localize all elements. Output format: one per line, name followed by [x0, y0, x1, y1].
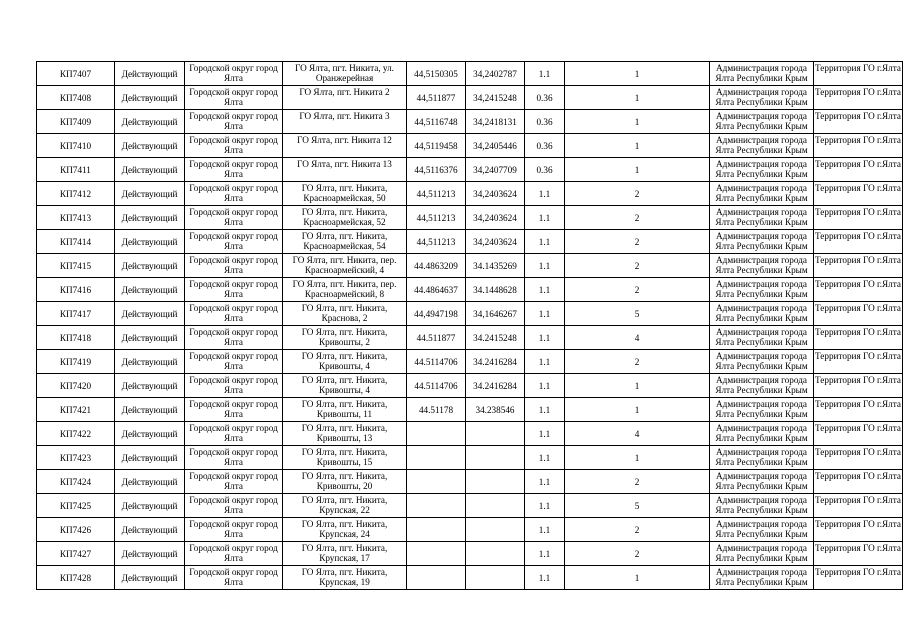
status-cell: Действующий — [115, 518, 185, 542]
territory-cell: Территория ГО г.Ялта — [814, 422, 903, 446]
district-cell: Городской округ город Ялта — [185, 158, 283, 182]
status-cell: Действующий — [115, 134, 185, 158]
count-cell: 4 — [565, 422, 710, 446]
latitude-cell — [407, 446, 466, 470]
volume-cell: 1.1 — [525, 446, 565, 470]
table-row — [37, 278, 903, 302]
status-cell: Действующий — [115, 446, 185, 470]
longitude-cell: 34,1646267 — [466, 302, 525, 326]
longitude-cell: 34.2416284 — [466, 350, 525, 374]
address-cell: ГО Ялта, пгт. Никита 2 — [283, 86, 407, 110]
address-cell: ГО Ялта, пгт. Никита, Крупская, 22 — [283, 494, 407, 518]
status-cell: Действующий — [115, 302, 185, 326]
latitude-cell: 44,5150305 — [407, 62, 466, 86]
id-cell: КП7417 — [37, 302, 115, 326]
latitude-cell: 44,511213 — [407, 182, 466, 206]
table-row — [37, 518, 903, 542]
table-row — [37, 110, 903, 134]
owner-cell: Администрация города Ялта Республики Крым — [710, 470, 814, 494]
volume-cell: 1.1 — [525, 302, 565, 326]
count-cell: 1 — [565, 110, 710, 134]
volume-cell: 1.1 — [525, 206, 565, 230]
territory-cell: Территория ГО г.Ялта — [814, 398, 903, 422]
longitude-cell: 34.1435269 — [466, 254, 525, 278]
latitude-cell — [407, 518, 466, 542]
table-row — [37, 422, 903, 446]
id-cell: КП7426 — [37, 518, 115, 542]
volume-cell: 1.1 — [525, 470, 565, 494]
count-cell: 2 — [565, 350, 710, 374]
status-cell: Действующий — [115, 350, 185, 374]
territory-cell: Территория ГО г.Ялта — [814, 182, 903, 206]
address-cell: ГО Ялта, пгт. Никита, Кривошты, 4 — [283, 374, 407, 398]
territory-cell: Территория ГО г.Ялта — [814, 302, 903, 326]
owner-cell: Администрация города Ялта Республики Крым — [710, 182, 814, 206]
count-cell: 2 — [565, 206, 710, 230]
territory-cell: Территория ГО г.Ялта — [814, 542, 903, 566]
table-row — [37, 542, 903, 566]
longitude-cell: 34,2403624 — [466, 182, 525, 206]
district-cell: Городской округ город Ялта — [185, 62, 283, 86]
owner-cell: Администрация города Ялта Республики Крым — [710, 542, 814, 566]
district-cell: Городской округ город Ялта — [185, 182, 283, 206]
owner-cell: Администрация города Ялта Республики Крым — [710, 206, 814, 230]
owner-cell: Администрация города Ялта Республики Крым — [710, 446, 814, 470]
address-cell: ГО Ялта, пгт. Никита, Краснова, 2 — [283, 302, 407, 326]
status-cell: Действующий — [115, 470, 185, 494]
count-cell: 1 — [565, 86, 710, 110]
owner-cell: Администрация города Ялта Республики Крым — [710, 86, 814, 110]
territory-cell: Территория ГО г.Ялта — [814, 134, 903, 158]
latitude-cell: 44,5116748 — [407, 110, 466, 134]
district-cell: Городской округ город Ялта — [185, 350, 283, 374]
owner-cell: Администрация города Ялта Республики Крым — [710, 110, 814, 134]
table-row — [37, 230, 903, 254]
count-cell: 2 — [565, 254, 710, 278]
document-page — [36, 61, 903, 590]
territory-cell: Территория ГО г.Ялта — [814, 374, 903, 398]
territory-cell: Территория ГО г.Ялта — [814, 206, 903, 230]
id-cell: КП7415 — [37, 254, 115, 278]
district-cell: Городской округ город Ялта — [185, 254, 283, 278]
district-cell: Городской округ город Ялта — [185, 446, 283, 470]
volume-cell: 1.1 — [525, 350, 565, 374]
status-cell: Действующий — [115, 278, 185, 302]
count-cell: 5 — [565, 302, 710, 326]
table-row — [37, 254, 903, 278]
longitude-cell — [466, 542, 525, 566]
table-row — [37, 350, 903, 374]
address-cell: ГО Ялта, пгт. Никита, Красноармейская, 54 — [283, 230, 407, 254]
id-cell: КП7414 — [37, 230, 115, 254]
count-cell: 1 — [565, 446, 710, 470]
territory-cell: Территория ГО г.Ялта — [814, 518, 903, 542]
territory-cell: Территория ГО г.Ялта — [814, 326, 903, 350]
id-cell: КП7424 — [37, 470, 115, 494]
district-cell: Городской округ город Ялта — [185, 134, 283, 158]
volume-cell: 1.1 — [525, 374, 565, 398]
table-row — [37, 398, 903, 422]
district-cell: Городской округ город Ялта — [185, 374, 283, 398]
latitude-cell — [407, 494, 466, 518]
status-cell: Действующий — [115, 182, 185, 206]
latitude-cell: 44.511877 — [407, 326, 466, 350]
id-cell: КП7422 — [37, 422, 115, 446]
status-cell: Действующий — [115, 158, 185, 182]
district-cell: Городской округ город Ялта — [185, 566, 283, 590]
latitude-cell: 44,511877 — [407, 86, 466, 110]
volume-cell: 0.36 — [525, 134, 565, 158]
territory-cell: Территория ГО г.Ялта — [814, 62, 903, 86]
table-row — [37, 494, 903, 518]
district-cell: Городской округ город Ялта — [185, 398, 283, 422]
count-cell: 1 — [565, 566, 710, 590]
table-row — [37, 446, 903, 470]
longitude-cell: 34,2418131 — [466, 110, 525, 134]
address-cell: ГО Ялта, пгт. Никита, Кривошты, 20 — [283, 470, 407, 494]
district-cell: Городской округ город Ялта — [185, 326, 283, 350]
count-cell: 1 — [565, 134, 710, 158]
id-cell: КП7410 — [37, 134, 115, 158]
latitude-cell: 44,5116376 — [407, 158, 466, 182]
district-cell: Городской округ город Ялта — [185, 470, 283, 494]
longitude-cell — [466, 566, 525, 590]
district-cell: Городской округ город Ялта — [185, 230, 283, 254]
address-cell: ГО Ялта, пгт. Никита 3 — [283, 110, 407, 134]
longitude-cell: 34,2402787 — [466, 62, 525, 86]
latitude-cell: 44.4864637 — [407, 278, 466, 302]
territory-cell: Территория ГО г.Ялта — [814, 446, 903, 470]
id-cell: КП7427 — [37, 542, 115, 566]
id-cell: КП7423 — [37, 446, 115, 470]
territory-cell: Территория ГО г.Ялта — [814, 230, 903, 254]
id-cell: КП7413 — [37, 206, 115, 230]
owner-cell: Администрация города Ялта Республики Крым — [710, 230, 814, 254]
latitude-cell: 44.5114706 — [407, 374, 466, 398]
latitude-cell: 44,511213 — [407, 206, 466, 230]
address-cell: ГО Ялта, пгт. Никита, ул. Оранжерейная — [283, 62, 407, 86]
address-cell: ГО Ялта, пгт. Никита 13 — [283, 158, 407, 182]
latitude-cell: 44.5114706 — [407, 350, 466, 374]
count-cell: 1 — [565, 158, 710, 182]
latitude-cell — [407, 470, 466, 494]
address-cell: ГО Ялта, пгт. Никита, Кривошты, 15 — [283, 446, 407, 470]
address-cell: ГО Ялта, пгт. Никита, Крупская, 17 — [283, 542, 407, 566]
count-cell: 2 — [565, 518, 710, 542]
owner-cell: Администрация города Ялта Республики Крым — [710, 62, 814, 86]
table-row — [37, 470, 903, 494]
district-cell: Городской округ город Ялта — [185, 206, 283, 230]
table-body — [37, 62, 903, 590]
longitude-cell — [466, 422, 525, 446]
owner-cell: Администрация города Ялта Республики Крым — [710, 134, 814, 158]
id-cell: КП7412 — [37, 182, 115, 206]
table-row — [37, 62, 903, 86]
count-cell: 4 — [565, 326, 710, 350]
address-cell: ГО Ялта, пгт. Никита, Красноармейская, 52 — [283, 206, 407, 230]
count-cell: 2 — [565, 182, 710, 206]
id-cell: КП7420 — [37, 374, 115, 398]
longitude-cell: 34,2403624 — [466, 230, 525, 254]
owner-cell: Администрация города Ялта Республики Крым — [710, 494, 814, 518]
longitude-cell — [466, 494, 525, 518]
id-cell: КП7408 — [37, 86, 115, 110]
latitude-cell: 44.51178 — [407, 398, 466, 422]
longitude-cell: 34.238546 — [466, 398, 525, 422]
volume-cell: 1.1 — [525, 398, 565, 422]
owner-cell: Администрация города Ялта Республики Крым — [710, 422, 814, 446]
id-cell: КП7419 — [37, 350, 115, 374]
table-row — [37, 206, 903, 230]
territory-cell: Территория ГО г.Ялта — [814, 350, 903, 374]
count-cell: 1 — [565, 374, 710, 398]
owner-cell: Администрация города Ялта Республики Крым — [710, 398, 814, 422]
longitude-cell: 34,2415248 — [466, 86, 525, 110]
table-row — [37, 566, 903, 590]
status-cell: Действующий — [115, 566, 185, 590]
district-cell: Городской округ город Ялта — [185, 302, 283, 326]
status-cell: Действующий — [115, 494, 185, 518]
owner-cell: Администрация города Ялта Республики Крым — [710, 278, 814, 302]
owner-cell: Администрация города Ялта Республики Крым — [710, 518, 814, 542]
longitude-cell: 34,2403624 — [466, 206, 525, 230]
address-cell: ГО Ялта, пгт. Никита, Красноармейская, 50 — [283, 182, 407, 206]
district-cell: Городской округ город Ялта — [185, 110, 283, 134]
status-cell: Действующий — [115, 254, 185, 278]
status-cell: Действующий — [115, 230, 185, 254]
count-cell: 2 — [565, 278, 710, 302]
latitude-cell: 44.4863209 — [407, 254, 466, 278]
longitude-cell: 34.1448628 — [466, 278, 525, 302]
territory-cell: Территория ГО г.Ялта — [814, 566, 903, 590]
district-cell: Городской округ город Ялта — [185, 494, 283, 518]
table-row — [37, 302, 903, 326]
id-cell: КП7418 — [37, 326, 115, 350]
territory-cell: Территория ГО г.Ялта — [814, 470, 903, 494]
district-cell: Городской округ город Ялта — [185, 86, 283, 110]
volume-cell: 0.36 — [525, 158, 565, 182]
volume-cell: 1.1 — [525, 542, 565, 566]
longitude-cell — [466, 518, 525, 542]
address-cell: ГО Ялта, пгт. Никита, Кривошты, 13 — [283, 422, 407, 446]
owner-cell: Администрация города Ялта Республики Крым — [710, 158, 814, 182]
address-cell: ГО Ялта, пгт. Никита 12 — [283, 134, 407, 158]
table-row — [37, 86, 903, 110]
status-cell: Действующий — [115, 398, 185, 422]
owner-cell: Администрация города Ялта Республики Крым — [710, 326, 814, 350]
status-cell: Действующий — [115, 422, 185, 446]
address-cell: ГО Ялта, пгт. Никита, пер. Красноармейский, 4 — [283, 254, 407, 278]
status-cell: Действующий — [115, 206, 185, 230]
longitude-cell: 34.2416284 — [466, 374, 525, 398]
volume-cell: 1.1 — [525, 518, 565, 542]
longitude-cell: 34,2405446 — [466, 134, 525, 158]
longitude-cell: 34,2407709 — [466, 158, 525, 182]
address-cell: ГО Ялта, пгт. Никита, Кривошты, 4 — [283, 350, 407, 374]
owner-cell: Администрация города Ялта Республики Крым — [710, 254, 814, 278]
id-cell: КП7411 — [37, 158, 115, 182]
territory-cell: Территория ГО г.Ялта — [814, 494, 903, 518]
address-cell: ГО Ялта, пгт. Никита, Кривошты, 11 — [283, 398, 407, 422]
status-cell: Действующий — [115, 326, 185, 350]
id-cell: КП7407 — [37, 62, 115, 86]
count-cell: 5 — [565, 494, 710, 518]
id-cell: КП7416 — [37, 278, 115, 302]
district-cell: Городской округ город Ялта — [185, 518, 283, 542]
table-row — [37, 374, 903, 398]
volume-cell: 1.1 — [525, 230, 565, 254]
district-cell: Городской округ город Ялта — [185, 542, 283, 566]
latitude-cell: 44,4947198 — [407, 302, 466, 326]
count-cell: 2 — [565, 470, 710, 494]
volume-cell: 1.1 — [525, 182, 565, 206]
count-cell: 1 — [565, 398, 710, 422]
volume-cell: 1.1 — [525, 278, 565, 302]
data-table — [36, 61, 903, 590]
owner-cell: Администрация города Ялта Республики Крым — [710, 350, 814, 374]
table-row — [37, 134, 903, 158]
id-cell: КП7428 — [37, 566, 115, 590]
territory-cell: Территория ГО г.Ялта — [814, 86, 903, 110]
status-cell: Действующий — [115, 374, 185, 398]
latitude-cell: 44,5119458 — [407, 134, 466, 158]
volume-cell: 1.1 — [525, 422, 565, 446]
territory-cell: Территория ГО г.Ялта — [814, 110, 903, 134]
territory-cell: Территория ГО г.Ялта — [814, 158, 903, 182]
district-cell: Городской округ город Ялта — [185, 422, 283, 446]
territory-cell: Территория ГО г.Ялта — [814, 254, 903, 278]
address-cell: ГО Ялта, пгт. Никита, Кривошты, 2 — [283, 326, 407, 350]
volume-cell: 1.1 — [525, 494, 565, 518]
address-cell: ГО Ялта, пгт. Никита, Крупская, 24 — [283, 518, 407, 542]
address-cell: ГО Ялта, пгт. Никита, Крупская, 19 — [283, 566, 407, 590]
count-cell: 1 — [565, 62, 710, 86]
table-row — [37, 326, 903, 350]
count-cell: 2 — [565, 230, 710, 254]
latitude-cell — [407, 422, 466, 446]
status-cell: Действующий — [115, 62, 185, 86]
latitude-cell — [407, 566, 466, 590]
volume-cell: 1.1 — [525, 566, 565, 590]
volume-cell: 0.36 — [525, 86, 565, 110]
address-cell: ГО Ялта, пгт. Никита, пер. Красноармейский, 8 — [283, 278, 407, 302]
status-cell: Действующий — [115, 542, 185, 566]
table-row — [37, 158, 903, 182]
district-cell: Городской округ город Ялта — [185, 278, 283, 302]
latitude-cell: 44,511213 — [407, 230, 466, 254]
longitude-cell: 34.2415248 — [466, 326, 525, 350]
longitude-cell — [466, 470, 525, 494]
owner-cell: Администрация города Ялта Республики Крым — [710, 374, 814, 398]
id-cell: КП7425 — [37, 494, 115, 518]
status-cell: Действующий — [115, 86, 185, 110]
owner-cell: Администрация города Ялта Республики Крым — [710, 302, 814, 326]
territory-cell: Территория ГО г.Ялта — [814, 278, 903, 302]
status-cell: Действующий — [115, 110, 185, 134]
table-row — [37, 182, 903, 206]
volume-cell: 1.1 — [525, 326, 565, 350]
latitude-cell — [407, 542, 466, 566]
id-cell: КП7421 — [37, 398, 115, 422]
volume-cell: 1.1 — [525, 62, 565, 86]
count-cell: 2 — [565, 542, 710, 566]
volume-cell: 0.36 — [525, 110, 565, 134]
id-cell: КП7409 — [37, 110, 115, 134]
longitude-cell — [466, 446, 525, 470]
volume-cell: 1.1 — [525, 254, 565, 278]
owner-cell: Администрация города Ялта Республики Крым — [710, 566, 814, 590]
